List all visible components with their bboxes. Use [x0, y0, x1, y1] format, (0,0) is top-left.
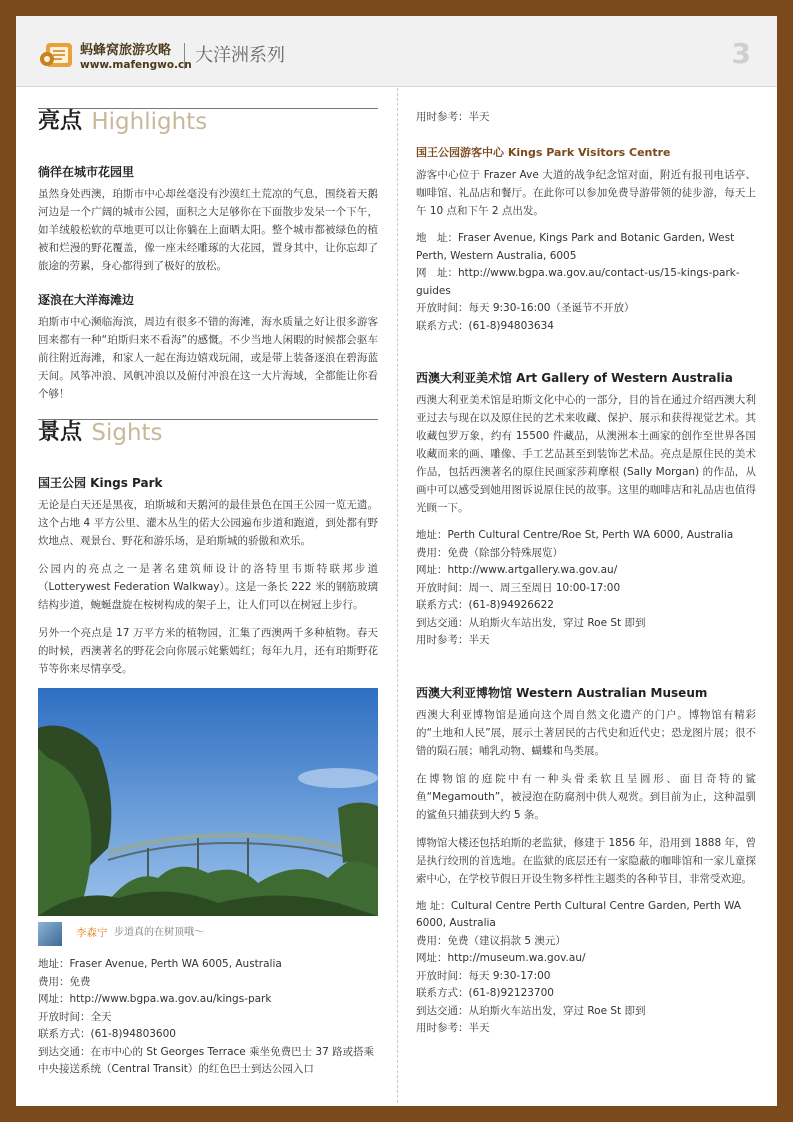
kings-park-heading: 国王公园 Kings Park: [38, 476, 163, 490]
info-line: 联系方式：(61-8)92123700: [416, 987, 554, 999]
right-column: [416, 108, 756, 1038]
museum-info: [416, 898, 756, 1038]
visitors-centre-heading: 国王公园游客中心 Kings Park Visitors Centre: [416, 146, 671, 159]
info-line: 开放时间：周一、周三至周日 10:00-17:00: [416, 581, 621, 594]
photo-caption: [38, 918, 378, 948]
kings-park-paragraph: 公园内的亮点之一是著名建筑师设计的洛特里韦斯特联邦步道（Lotterywest Federation Walkway）。这是一条长 222 米的钢筋玻璃结构步道，蜿蜒盘旋在桉树构成的架子上，让人们可以在树冠上步行。: [38, 563, 378, 611]
info-line: 费用：免费: [38, 975, 91, 988]
walkway-photo-image: [38, 688, 378, 916]
art-gallery-heading: 西澳大利亚美术馆 Art Gallery of Western Australia: [416, 371, 733, 385]
highlights-section-title: [38, 108, 378, 149]
info-line: 地 址：Fraser Avenue, Kings Park and Botanic Garden, West Perth, Western Australia, 6005: [416, 232, 735, 262]
highlight-heading: 徜徉在城市花园里: [38, 165, 135, 179]
info-line: 费用：免费（建议捐款 5 澳元）: [416, 934, 566, 947]
kings-park-paragraph: 无论是白天还是黑夜，珀斯城和天鹅河的最佳景色在国王公园一览无遗。这个占地 4 平方公里、灌木丛生的偌大公园遍布步道和跑道，到处都有野炊地点、观景台、野花和游乐场，是珀斯城的骄傲和欢乐。: [38, 499, 378, 547]
info-line: 网 址：http://www.bgpa.wa.gov.au/contact-us/15-kings-park-guides: [416, 267, 740, 297]
kings-park-info: [38, 956, 378, 1079]
treetop-walkway-photo: [38, 688, 378, 916]
sights-title-cn: 景点: [38, 420, 83, 445]
info-line: 用时参考：半天: [416, 1022, 490, 1034]
info-line: 地 址：Cultural Centre Perth Cultural Centre Garden, Perth WA 6000, Australia: [416, 899, 741, 929]
info-line: 联系方式：(61-8)94926622: [416, 599, 554, 611]
highlight-body: 虽然身处西澳，珀斯市中心却丝毫没有沙漠红土荒凉的气息，围绕着天鹅河边是一个广阔的城市公园，面积之大足够你在下面散步发呆一个下午，如羊绒般松软的草地更可以让你躺在上面晒太阳。整个城市都被绿色的植被和烂漫的野花覆盖，像一座未经雕琢的大花园，置身其中，让你忘却了旅途的劳累，身心都得到了极好的放松。: [38, 188, 378, 272]
info-line: 到达交通：从珀斯火车站出发，穿过 Roe St 即到: [416, 616, 646, 629]
site-url: www.mafengwo.cn: [80, 59, 192, 71]
brand-name: 蚂蜂窝旅游攻略: [80, 43, 172, 58]
highlights-title-en: Highlights: [91, 109, 208, 135]
highlight-heading: 逐浪在大洋海滩边: [38, 293, 135, 307]
column-divider: [397, 88, 398, 1103]
sights-title-en: Sights: [91, 420, 163, 446]
visitors-centre-info: [416, 230, 756, 335]
info-line: 开放时间：全天: [38, 1010, 112, 1023]
museum-paragraph: 在博物馆的庭院中有一种头骨柔软且呈圆形、面目奇特的鲨鱼“Megamouth”，被浸泡在防腐剂中供人观赏。到目前为止，这种温驯的鲨鱼只捕获到大约 5 条。: [416, 772, 756, 821]
visitors-centre-body: 游客中心位于 Frazer Ave 大道的战争纪念馆对面，附近有报刊电话亭、咖啡馆、礼品店和餐厅。在此你可以参加免费导游带领的徒步游，每天上午 10 点和下午 2 点出发。: [416, 169, 756, 217]
page: [16, 16, 777, 1106]
caption-text: 步道真的在树顶哦～: [114, 927, 204, 938]
avatar[interactable]: [38, 922, 62, 946]
kings-park-paragraph: 另外一个亮点是 17 万平方米的植物园，汇集了西澳两千多种植物。春天的时候，西澳著名的野花会向你展示姹紫嫣红；每年九月，还有珀斯野花节等你来尽情享受。: [38, 627, 378, 675]
sights-section-title: [38, 419, 378, 460]
info-line: 网址：http://museum.wa.gov.au/: [416, 952, 586, 964]
museum-paragraph: 博物馆大楼还包括珀斯的老监狱，修建于 1856 年，沿用到 1888 年，曾是执行绞刑的首选地。在监狱的底层还有一家隐蔽的咖啡馆和一家儿童探索中心，在学校节假日开设生物多样性主题类的各种节目，非常受欢迎。: [416, 836, 756, 885]
highlights-title-cn: 亮点: [38, 109, 83, 134]
left-column: [38, 108, 378, 1079]
museum-heading: 西澳大利亚博物馆 Western Australian Museum: [416, 685, 708, 700]
art-gallery-body: 西澳大利亚美术馆是珀斯文化中心的一部分，目的旨在通过介绍西澳大利亚过去与现在以及原住民的艺术来收藏、保护、展示和获得视觉艺术。其收藏包罗万象，约有 15500 件藏品，从澳洲本土画家的创作至世界各国收藏而来的画、雕像、手工艺品甚至到装饰艺术品。亮点是原住民的美术作品，包括西澳著名的原住民画家莎莉摩根 (Sally Morgan) 的作品，从画中可以感受到她用图诉说原住民的故事。这里的咖啡店和礼品店也值得光顾一下。: [416, 394, 756, 514]
info-line: 地址：Perth Cultural Centre/Roe St, Perth WA 6000, Australia: [416, 529, 734, 541]
info-line: 到达交通：在市中心的 St Georges Terrace 乘坐免费巴士 37 路或搭乘中央接送系统（Central Transit）的红色巴士到达公园入口: [38, 1045, 375, 1075]
info-line: 到达交通：从珀斯火车站出发，穿过 Roe St 即到: [416, 1004, 646, 1017]
info-line: 联系方式：(61-8)94803634: [416, 319, 554, 332]
page-header: [16, 16, 777, 87]
page-number: 3: [731, 37, 751, 70]
info-line: 开放时间：每天 9:30-17:00: [416, 969, 551, 982]
museum-paragraph: 西澳大利亚博物馆是通向这个周自然文化遗产的门户。博物馆有精彩的“土地和人民”展，展示土著居民的古代史和近代史；恐龙图片展；很不错的陨石展；哺乳动物、蝴蝶和鸟类展。: [416, 708, 756, 757]
kings-park-time: 用时参考：半天: [416, 111, 490, 123]
info-line: 开放时间：每天 9:30-16:00（圣诞节不开放）: [416, 302, 635, 314]
series-title: 大洋洲系列: [184, 43, 285, 69]
info-line: 地址：Fraser Avenue, Perth WA 6005, Australia: [38, 958, 282, 970]
art-gallery-info: [416, 527, 756, 650]
highlight-body: 珀斯市中心濒临海滨，周边有很多不错的海滩，海水质量之好让很多游客回来都有一种“珀斯归来不看海”的感慨。不少当地人闲暇的时候都会驱车前往附近海滩，和家人一起在海边嬉戏玩闹，或是带上装备逐浪在碧海蓝天间。风筝冲浪、风帆冲浪以及俯付冲浪在这一大片海域，全都能让你看个够！: [38, 316, 378, 400]
info-line: 联系方式：(61-8)94803600: [38, 1028, 176, 1040]
mafengwo-logo-icon: [38, 41, 74, 71]
info-line: 费用：免费（除部分特殊展览）: [416, 546, 563, 559]
info-line: 网址：http://www.artgallery.wa.gov.au/: [416, 564, 618, 576]
info-line: 用时参考：半天: [416, 634, 490, 646]
caption-user-link[interactable]: 李森宁: [76, 927, 108, 939]
info-line: 网址：http://www.bgpa.wa.gov.au/kings-park: [38, 993, 272, 1005]
